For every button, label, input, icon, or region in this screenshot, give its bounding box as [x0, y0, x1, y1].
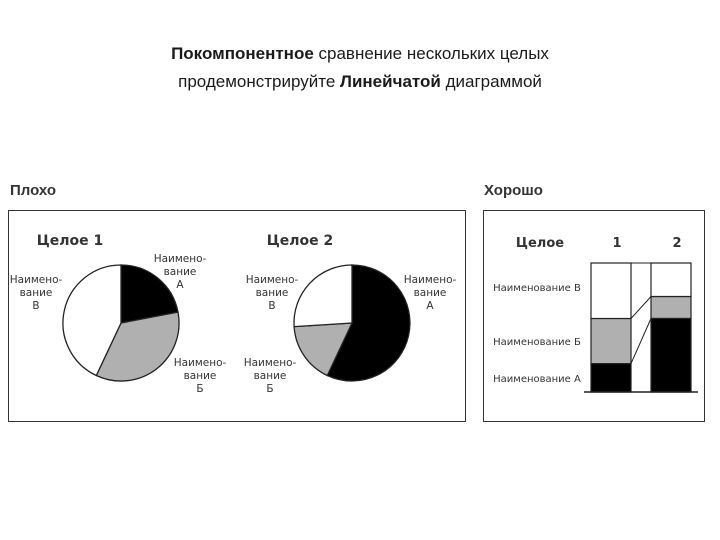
- pie-2-label-B-line-1: Наимено-: [243, 357, 297, 369]
- pie-2-label-B-line-2: вание: [253, 370, 287, 382]
- pie-1-label-A-line-1: Наимено-: [153, 253, 207, 265]
- pie-2-label-C-line-3: В: [268, 300, 276, 312]
- bar-category-1: 1: [612, 236, 622, 251]
- pie-1-label-A-line-3: А: [176, 279, 184, 291]
- bar-category-2: 2: [672, 236, 682, 251]
- bar-legend-B: Наименование Б: [493, 337, 581, 348]
- bar-1-segment-A: [591, 364, 631, 392]
- pie-2-label-C-line-2: вание: [255, 287, 289, 299]
- bad-label: Плохо: [10, 182, 57, 199]
- bar-2-segment-B: [651, 297, 691, 319]
- pie-1-label-B-line-1: Наимено-: [173, 357, 227, 369]
- bar-legend-A: Наименование А: [493, 373, 581, 385]
- pie-1-label-A-line-2: вание: [163, 266, 197, 278]
- bar-1-segment-C: [591, 263, 631, 319]
- bar-legend-C: Наименование В: [493, 283, 581, 294]
- pie-2-label-A-line-3: А: [426, 300, 434, 312]
- bar-header: Целое: [515, 236, 565, 251]
- pie-2-label-B-line-3: Б: [266, 383, 274, 395]
- title-line-1: Покомпонентное сравнение нескольких целых: [171, 44, 549, 63]
- pie-2-title: Целое 2: [266, 233, 334, 249]
- title-line-2: продемонстрируйте Линейчатой диаграммой: [178, 72, 542, 91]
- pie-2-label-C-line-1: Наимено-: [245, 274, 299, 286]
- pie-2-label-A-line-2: вание: [413, 287, 447, 299]
- good-label: Хорошо: [484, 182, 543, 199]
- bar-connector-B: [631, 297, 651, 319]
- pie-1-title: Целое 1: [36, 233, 104, 249]
- pie-2-label-A-line-1: Наимено-: [403, 274, 457, 286]
- pie-2-slice-C: [294, 265, 352, 327]
- bar-1-segment-B: [591, 319, 631, 364]
- pie-1-label-B-line-3: Б: [196, 383, 204, 395]
- bar-connector-A: [631, 319, 651, 364]
- pie-1-label-C-line-1: Наимено-: [9, 274, 63, 286]
- pie-1-label-C-line-3: В: [32, 300, 40, 312]
- pie-1-label-B-line-2: вание: [183, 370, 217, 382]
- pie-1-label-C-line-2: вание: [19, 287, 53, 299]
- bar-2-segment-A: [651, 319, 691, 393]
- bar-2-segment-C: [651, 263, 691, 297]
